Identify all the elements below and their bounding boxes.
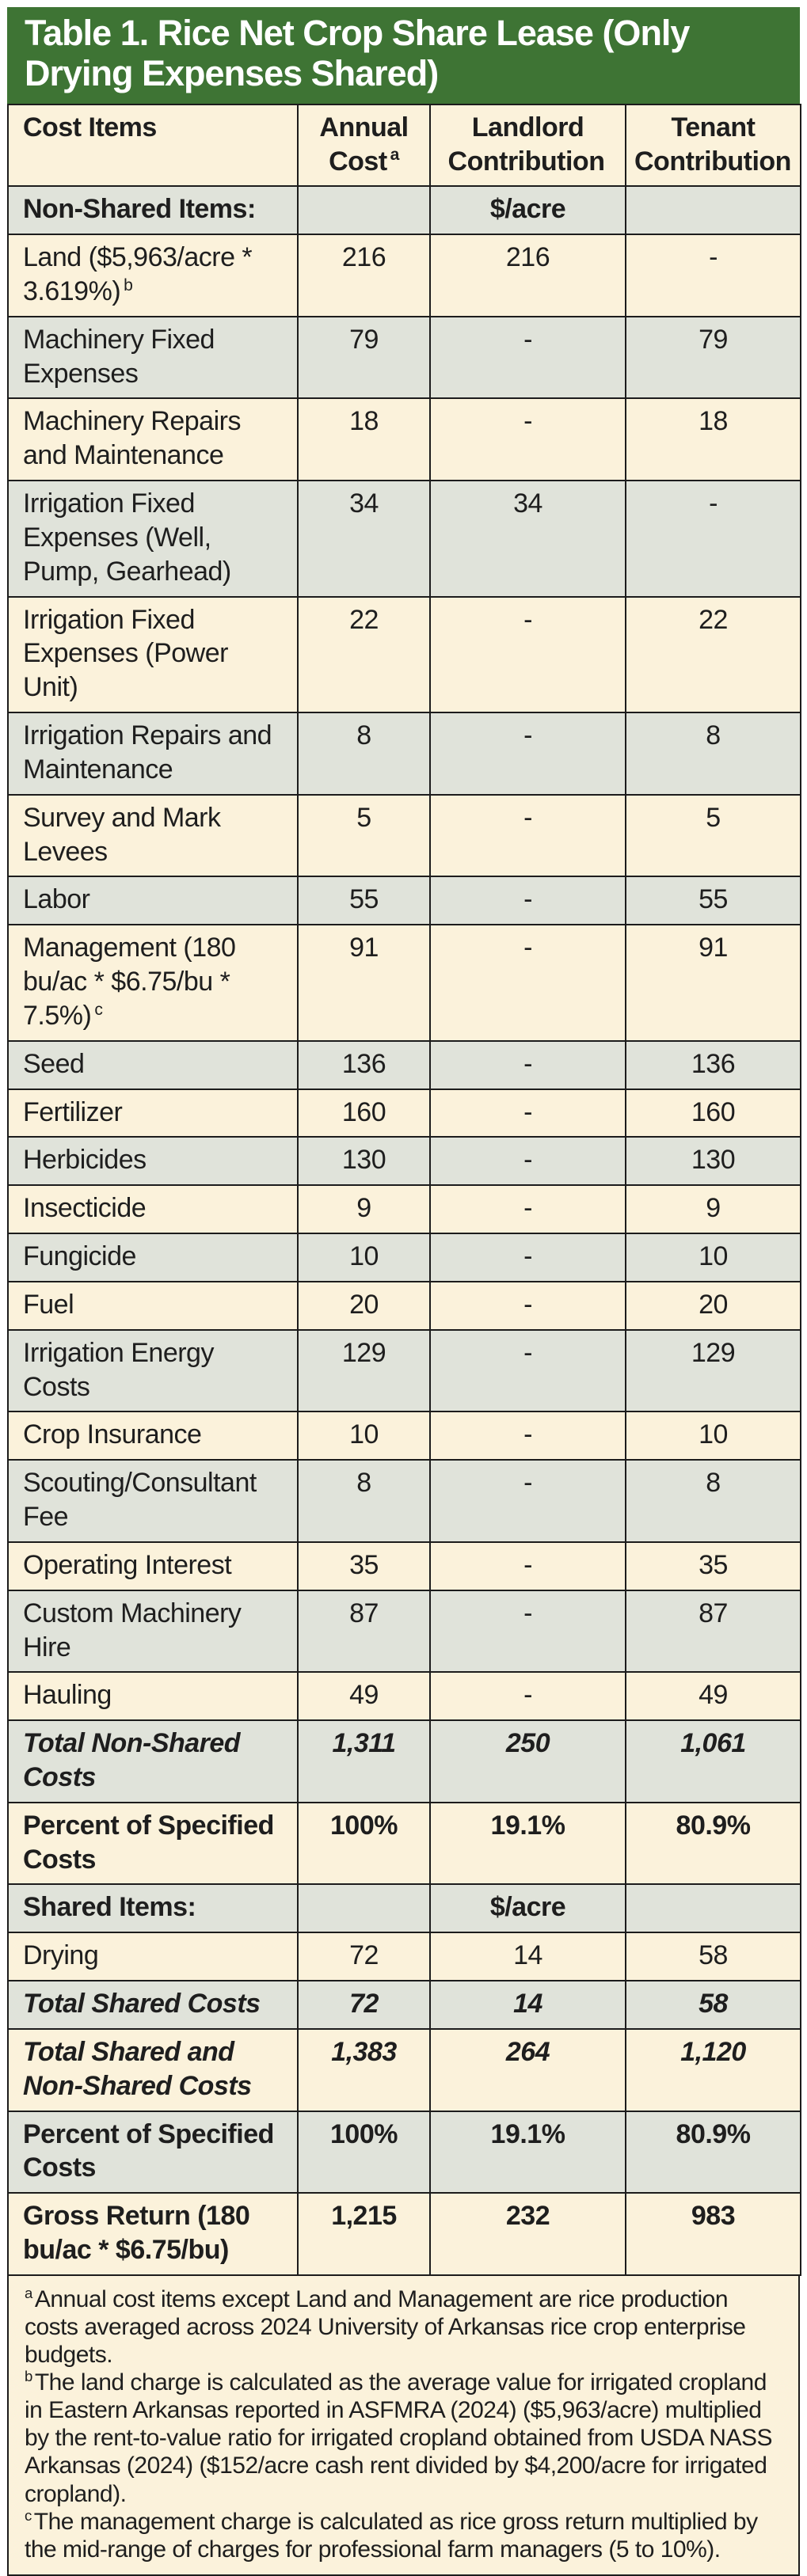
column-header-row <box>8 104 801 187</box>
annual-cost-cell: 34 <box>298 481 430 596</box>
cost-item-label: Operating Interest <box>8 1542 298 1590</box>
landlord-contribution-cell: - <box>430 398 626 481</box>
annual-cost-cell: 49 <box>298 1672 430 1720</box>
cost-item-label: Crop Insurance <box>8 1411 298 1460</box>
table-row-insecticide <box>8 1185 801 1233</box>
section-row-non-shared-items <box>8 186 801 234</box>
landlord-contribution-cell: - <box>430 1330 626 1412</box>
total-label: Total Non-Shared Costs <box>8 1720 298 1803</box>
cost-item-label: Labor <box>8 876 298 925</box>
table-row-seed <box>8 1041 801 1089</box>
tenant-contribution-cell: 79 <box>626 317 801 399</box>
landlord-contribution-cell: - <box>430 1282 626 1330</box>
total-label: Total Shared and Non-Shared Costs <box>8 2029 298 2111</box>
landlord-contribution-cell: - <box>430 925 626 1040</box>
annual-cost-cell: 91 <box>298 925 430 1040</box>
superscript: a <box>390 146 399 165</box>
tenant-contribution-cell: 983 <box>626 2193 801 2275</box>
landlord-contribution-cell: 264 <box>430 2029 626 2111</box>
landlord-contribution-cell: 216 <box>430 234 626 317</box>
table-row-management <box>8 925 801 1040</box>
percent-row-specified-costs <box>8 1803 801 1885</box>
cost-item-label: Drying <box>8 1932 298 1981</box>
cost-item-label: Hauling <box>8 1672 298 1720</box>
landlord-contribution-cell: - <box>430 1542 626 1590</box>
tenant-contribution-cell: 136 <box>626 1041 801 1089</box>
tenant-contribution-cell: 160 <box>626 1089 801 1138</box>
tenant-contribution-cell: 18 <box>626 398 801 481</box>
annual-cost-cell <box>298 1884 430 1932</box>
superscript: c <box>94 1000 103 1019</box>
table-row-machinery-repairs <box>8 398 801 481</box>
tenant-contribution-cell: 49 <box>626 1672 801 1720</box>
tenant-contribution-cell: 1,061 <box>626 1720 801 1803</box>
footnote-b: $^b$ The land charge is calculated as the average value for irrigated cropland in Eastern Arkansas reported in ASFMRA (2024) ($5,963/acre) multiplied by the rent-to-value ratio for irrigated cropland obtained from USDA NASS Arkansas (2024) ($152/acre cash rent divided by $4,200/acre for irrigated cropland). <box>25 2368 772 2507</box>
annual-cost-cell: 100% <box>298 2111 430 2194</box>
cost-item-label: Land ($5,963/acre * 3.619%) $^b$ <box>8 234 298 317</box>
annual-cost-cell: 87 <box>298 1590 430 1673</box>
tenant-contribution-cell: 55 <box>626 876 801 925</box>
percent-row-specified-costs-2 <box>8 2111 801 2194</box>
cost-item-label: Scouting/Consultant Fee <box>8 1460 298 1542</box>
annual-cost-cell: 160 <box>298 1089 430 1138</box>
tenant-contribution-cell: 8 <box>626 1460 801 1542</box>
annual-cost-cell: 1,215 <box>298 2193 430 2275</box>
landlord-contribution-cell: 250 <box>430 1720 626 1803</box>
tenant-contribution-cell: 8 <box>626 712 801 795</box>
annual-cost-cell: 20 <box>298 1282 430 1330</box>
section-row-shared-items <box>8 1884 801 1932</box>
cost-item-label: Survey and Mark Levees <box>8 795 298 877</box>
cost-item-label: Irrigation Energy Costs <box>8 1330 298 1412</box>
superscript: b <box>25 2368 32 2385</box>
annual-cost-cell: 18 <box>298 398 430 481</box>
cost-item-label: Insecticide <box>8 1185 298 1233</box>
table-row-irrigation-repairs <box>8 712 801 795</box>
cost-item-label: Machinery Repairs and Maintenance <box>8 398 298 481</box>
column-header-landlord-contribution: Landlord Contribution <box>430 104 626 187</box>
cost-item-label: Irrigation Fixed Expenses (Well, Pump, Gearhead) <box>8 481 298 596</box>
tenant-contribution-cell: 130 <box>626 1137 801 1185</box>
tenant-contribution-cell: 10 <box>626 1233 801 1282</box>
tenant-contribution-cell: 58 <box>626 1932 801 1981</box>
rice-crop-share-lease-table <box>7 104 801 2276</box>
cost-item-label: Custom Machinery Hire <box>8 1590 298 1673</box>
column-header-tenant-contribution: Tenant Contribution <box>626 104 801 187</box>
cost-item-label: Seed <box>8 1041 298 1089</box>
annual-cost-cell: 136 <box>298 1041 430 1089</box>
cost-item-label: Fuel <box>8 1282 298 1330</box>
landlord-contribution-cell: - <box>430 1411 626 1460</box>
annual-cost-cell: 22 <box>298 597 430 712</box>
landlord-contribution-cell: - <box>430 1089 626 1138</box>
annual-cost-cell: 72 <box>298 1932 430 1981</box>
landlord-contribution-cell: - <box>430 1672 626 1720</box>
cost-item-label: Herbicides <box>8 1137 298 1185</box>
annual-cost-cell: 130 <box>298 1137 430 1185</box>
unit-label-cell: $/acre <box>430 1884 626 1932</box>
table-row-fertilizer <box>8 1089 801 1138</box>
tenant-contribution-cell: - <box>626 234 801 317</box>
annual-cost-cell: 216 <box>298 234 430 317</box>
cost-item-label: Fungicide <box>8 1233 298 1282</box>
table-row-irrigation-fixed-power-unit <box>8 597 801 712</box>
cost-item-label: Irrigation Repairs and Maintenance <box>8 712 298 795</box>
tenant-contribution-cell: 80.9% <box>626 2111 801 2194</box>
superscript: b <box>124 275 133 294</box>
tenant-contribution-cell: 35 <box>626 1542 801 1590</box>
table-row-crop-insurance <box>8 1411 801 1460</box>
table-row-scouting-consultant-fee <box>8 1460 801 1542</box>
table-row-land <box>8 234 801 317</box>
tenant-contribution-cell: 1,120 <box>626 2029 801 2111</box>
annual-cost-cell: 10 <box>298 1233 430 1282</box>
annual-cost-cell: 8 <box>298 1460 430 1542</box>
tenant-contribution-cell <box>626 186 801 234</box>
column-header-cost-items: Cost Items <box>8 104 298 187</box>
superscript: c <box>25 2506 32 2524</box>
tenant-contribution-cell: 58 <box>626 1981 801 2029</box>
landlord-contribution-cell: - <box>430 1185 626 1233</box>
table-row-irrigation-fixed-well-pump-gearhead <box>8 481 801 596</box>
gross-return-row <box>8 2193 801 2275</box>
tenant-contribution-cell: 9 <box>626 1185 801 1233</box>
total-label: Total Shared Costs <box>8 1981 298 2029</box>
tenant-contribution-cell <box>626 1884 801 1932</box>
section-label: Non-Shared Items: <box>8 186 298 234</box>
landlord-contribution-cell: - <box>430 1137 626 1185</box>
table-row-labor <box>8 876 801 925</box>
landlord-contribution-cell: - <box>430 1041 626 1089</box>
landlord-contribution-cell: 232 <box>430 2193 626 2275</box>
tenant-contribution-cell: 87 <box>626 1590 801 1673</box>
table-row-survey-and-mark-levees <box>8 795 801 877</box>
annual-cost-cell: 5 <box>298 795 430 877</box>
landlord-contribution-cell: - <box>430 712 626 795</box>
table-row-drying <box>8 1932 801 1981</box>
landlord-contribution-cell: 14 <box>430 1981 626 2029</box>
tenant-contribution-cell: 5 <box>626 795 801 877</box>
annual-cost-cell: 1,383 <box>298 2029 430 2111</box>
landlord-contribution-cell: 19.1% <box>430 1803 626 1885</box>
total-row-non-shared-costs <box>8 1720 801 1803</box>
cost-item-label: Irrigation Fixed Expenses (Power Unit) <box>8 597 298 712</box>
landlord-contribution-cell: - <box>430 1590 626 1673</box>
landlord-contribution-cell: - <box>430 1460 626 1542</box>
annual-cost-cell: 9 <box>298 1185 430 1233</box>
table-row-fungicide <box>8 1233 801 1282</box>
landlord-contribution-cell: 14 <box>430 1932 626 1981</box>
table-title: Table 1. Rice Net Crop Share Lease (Only Drying Expenses Shared) <box>7 7 800 104</box>
tenant-contribution-cell: 91 <box>626 925 801 1040</box>
table-row-custom-machinery-hire <box>8 1590 801 1673</box>
landlord-contribution-cell: - <box>430 317 626 399</box>
tenant-contribution-cell: 22 <box>626 597 801 712</box>
tenant-contribution-cell: 10 <box>626 1411 801 1460</box>
annual-cost-cell <box>298 186 430 234</box>
cost-item-label: Management (180 bu/ac * $6.75/bu * 7.5%) $^c$ <box>8 925 298 1040</box>
annual-cost-cell: 79 <box>298 317 430 399</box>
table-row-irrigation-energy-costs <box>8 1330 801 1412</box>
annual-cost-cell: 8 <box>298 712 430 795</box>
superscript: a <box>25 2284 32 2301</box>
annual-cost-cell: 1,311 <box>298 1720 430 1803</box>
annual-cost-cell: 55 <box>298 876 430 925</box>
table-row-operating-interest <box>8 1542 801 1590</box>
footnote-c: $^c$ The management charge is calculated as rice gross return multiplied by the mid-range of charges for professional farm managers (5 to 10%). <box>25 2506 758 2563</box>
annual-cost-cell: 10 <box>298 1411 430 1460</box>
percent-label: Percent of Specified Costs <box>8 1803 298 1885</box>
tenant-contribution-cell: 129 <box>626 1330 801 1412</box>
landlord-contribution-cell: 34 <box>430 481 626 596</box>
landlord-contribution-cell: 19.1% <box>430 2111 626 2194</box>
tenant-contribution-cell: - <box>626 481 801 596</box>
annual-cost-cell: 72 <box>298 1981 430 2029</box>
footnotes-section <box>7 2276 800 2576</box>
table-row-fuel <box>8 1282 801 1330</box>
annual-cost-cell: 35 <box>298 1542 430 1590</box>
landlord-contribution-cell: - <box>430 597 626 712</box>
total-row-shared-and-non-shared-costs <box>8 2029 801 2111</box>
tenant-contribution-cell: 20 <box>626 1282 801 1330</box>
column-header-annual-cost: Annual Cost $^a$ <box>298 104 430 187</box>
cost-item-label: Machinery Fixed Expenses <box>8 317 298 399</box>
total-row-shared-costs <box>8 1981 801 2029</box>
unit-label-cell: $/acre <box>430 186 626 234</box>
annual-cost-cell: 129 <box>298 1330 430 1412</box>
cost-item-label: Fertilizer <box>8 1089 298 1138</box>
section-label: Shared Items: <box>8 1884 298 1932</box>
percent-label: Percent of Specified Costs <box>8 2111 298 2194</box>
tenant-contribution-cell: 80.9% <box>626 1803 801 1885</box>
landlord-contribution-cell: - <box>430 795 626 877</box>
gross-return-label: Gross Return (180 bu/ac * $6.75/bu) <box>8 2193 298 2275</box>
landlord-contribution-cell: - <box>430 1233 626 1282</box>
annual-cost-cell: 100% <box>298 1803 430 1885</box>
footnote-a: $^a$ Annual cost items except Land and Management are rice production costs averaged across 2024 University of Arkansas rice crop enterprise budgets. <box>25 2284 746 2369</box>
table-row-herbicides <box>8 1137 801 1185</box>
table-row-hauling <box>8 1672 801 1720</box>
table-row-machinery-fixed-expenses <box>8 317 801 399</box>
landlord-contribution-cell: - <box>430 876 626 925</box>
